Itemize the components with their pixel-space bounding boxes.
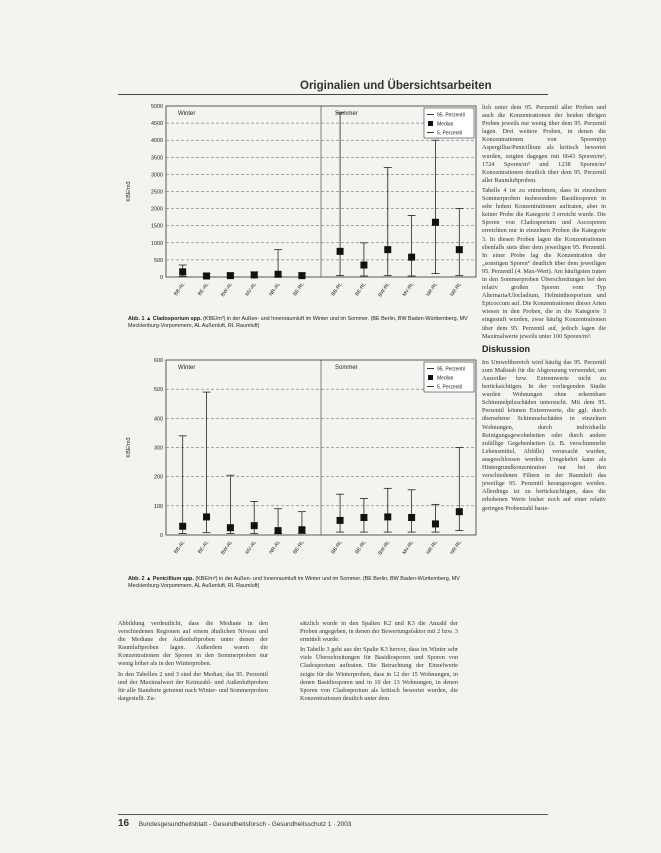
summer-label: Sommer (335, 111, 358, 117)
median-marker (203, 513, 210, 520)
median-marker (203, 272, 210, 279)
legend-label: Median (437, 121, 454, 128)
legend-label: 95. Perzentil (437, 366, 465, 373)
median-marker (408, 514, 415, 521)
y-tick-label: 0 (160, 533, 163, 539)
y-tick-label: 600 (154, 358, 163, 364)
x-tick-label: NR-AL (268, 281, 282, 298)
paragraph: sätzlich wurde in den Spalten K2 und K3 die Anzahl der Proben angegeben, in denen der Bewertungsfaktor mit 2 bzw. 3 ermittelt wurde. (300, 620, 458, 644)
median-marker (360, 514, 367, 521)
median-marker (432, 520, 439, 527)
median-marker (179, 268, 186, 275)
y-tick-label: 400 (154, 416, 163, 423)
median-marker (384, 246, 391, 253)
x-tick-label: BE-RL (354, 539, 368, 556)
x-tick-label: BE-RL (292, 539, 306, 556)
median-marker (360, 262, 367, 269)
median-marker (275, 271, 282, 278)
x-tick-label: MV-RL (401, 281, 416, 298)
y-tick-label: 4000 (151, 138, 163, 145)
median-marker (179, 523, 186, 530)
page-header: Originalien und Übersichtsarbeiten (300, 80, 492, 92)
figure-1 (118, 100, 478, 312)
median-marker (337, 248, 344, 255)
y-axis-label: KBE/m3 (126, 181, 132, 202)
x-tick-label: BE-RL (354, 281, 368, 298)
median-marker (298, 526, 305, 533)
legend-median-swatch (428, 375, 433, 380)
header-rule (118, 94, 548, 95)
figure-2-caption (128, 576, 478, 591)
summer-label: Sommer (335, 365, 358, 371)
x-tick-label: BW-AL (220, 281, 235, 299)
median-marker (251, 271, 258, 278)
median-marker (456, 508, 463, 515)
y-tick-label: 1500 (151, 223, 163, 230)
figure-2-caption-text: (KBE/m³) in der Außen- und Innenraumluft im Winter und im Sommer. (BE Berlin, BW Baden-Württemberg, MV Mecklenburg-Vorpommern, AL Außenluft, RL Raumluft) (128, 576, 460, 590)
paragraph: In Tabelle 3 geht aus der Spalte K3 hervor, dass im Winter sehr viele Überschreitungen für Basidiosporen und Sporen von Cladosporium auftraten. Die Betrachtung der Einzelwerte zeigte für die Winterproben, dass in 12 der 15 Wohnungen, in denen Basidiosporen und in 10 der 13 Wohnungen, in denen Sporen von Cladosporium als kritisch bewertet wurden, die Konzentrationen deutlich unter dem (300, 646, 458, 702)
y-tick-label: 3500 (151, 155, 163, 162)
x-tick-label: MV-AL (244, 539, 258, 556)
paragraph: lich unter dem 95. Perzentil aller Proben und auch die Konzentrationen der beiden übrigen Proben jeweils nur wenig über dem 95. Perzentil lagen. Drei weitere Proben, in denen die Konzentrationen von Sporentyp Aspergillus/Penicillium als kritisch bewertet wurden, zeigten dagegen mit 6643 Sporen/m³, 1724 Sporen/m³ und 1238 Sporen/m³ Konzentrationen deutlich über dem 95. Perzentil aller Raumluftproben. (482, 104, 606, 184)
median-marker (298, 272, 305, 279)
x-tick-label: BE-AL (196, 539, 211, 555)
penicillium-chart (118, 352, 478, 572)
x-tick-label: BE-RL (292, 281, 306, 298)
figure-2-caption-label: Abb. 2 ▲ Penicillium spp. (128, 576, 194, 582)
y-tick-label: 2000 (151, 206, 163, 213)
x-tick-label: MV-AL (244, 281, 258, 298)
x-tick-label: BB-AL (173, 539, 187, 555)
median-marker (384, 513, 391, 520)
median-marker (227, 272, 234, 279)
section-heading: Diskussion (482, 343, 531, 354)
paragraph: Im Umweltbereich wird häufig das 95. Perzentil zum Maßstab für die Abgrenzung verwendet, um Ausreißer bzw. Extremwerte nicht zu berücksichtigen. In der vorliegenden Studie wurden Wohnungen ohne erkennbare Schimmelpilzschäden untersucht. Mit dem 95. Perzentil können Extremwerte, die ggf. durch übersehene Schimmelschäden in einzelnen Wohnungen, durch individuelle Reinigungsgewohnheiten oder durch andere zufällige Gegebenheiten (z. B. verschimmelte Lebensmittel, Abfälle) verursacht wurden, ausgeschlossen werden. Umgekehrt kann als Hintergrundkonzentration nur bei den verschiedenen Filtern in der Raumluft das jeweilige 95. Perzentil herangezogen werden. Allerdings ist zu berücksichtigen, dass die erhobenen Werte bisher noch auf einer relativ geringen Probenzahl basie- (482, 358, 606, 512)
figure-2 (118, 352, 478, 572)
y-tick-label: 1000 (151, 240, 163, 247)
x-tick-label: BB-AL (173, 281, 187, 297)
y-tick-label: 500 (154, 257, 163, 264)
y-axis-label: KBE/m3 (126, 437, 132, 458)
figure-1-caption (128, 316, 478, 331)
y-tick-label: 0 (160, 275, 163, 281)
figure-1-caption-text: (KBE/m³) in der Außen- und Innenraumluft im Winter und im Sommer. (BE Berlin, BW Baden-Württemberg, MV Mecklenburg-Vorpommern, AL Außenluft, RL Raumluft) (128, 316, 468, 330)
y-tick-label: 3000 (151, 172, 163, 179)
legend-label: 5. Perzentil (437, 130, 463, 137)
x-tick-label: BW-RL (377, 281, 392, 299)
footer-rule (118, 814, 548, 815)
paragraph: Abbildung verdeutlicht, dass die Mediane in den verschiedenen Regionen auf einem ähnlichen Niveau und die Mediane der Außenluftproben unter denen der Raumluftproben lagen. Außerdem waren die Konzentrationen der Sporen in den Sommerproben nur wenig höher als in den Winterproben. (118, 620, 268, 668)
x-tick-label: MV-RL (401, 539, 416, 556)
y-tick-label: 2500 (151, 189, 163, 196)
x-tick-label: NR-RL (449, 281, 463, 298)
y-tick-label: 4500 (151, 121, 163, 128)
page-number: 16 (118, 818, 130, 829)
median-marker (275, 527, 282, 534)
right-column (482, 104, 606, 513)
x-tick-label: BB-RL (330, 281, 344, 298)
y-tick-label: 100 (154, 503, 163, 510)
median-marker (432, 219, 439, 226)
median-marker (337, 517, 344, 524)
y-tick-label: 300 (154, 445, 163, 452)
median-marker (456, 246, 463, 253)
y-tick-label: 500 (154, 387, 163, 394)
x-tick-label: NR-RL (449, 539, 463, 556)
page-footer (118, 818, 548, 829)
legend-label: Median (437, 375, 454, 382)
median-marker (408, 254, 415, 261)
paragraph: In den Tabellen 2 und 3 sind der Median, das 95. Perzentil und der Maximalwert der Keimzahl- und Außenluftproben für alle Standorte getrennt nach Winter- und Sommerproben dargestellt. Zu- (118, 670, 268, 702)
middle-column (300, 620, 458, 703)
x-tick-label: BW-RL (377, 539, 392, 557)
x-tick-label: BB-RL (330, 539, 344, 556)
legend-label: 95. Perzentil (437, 112, 465, 119)
median-marker (251, 522, 258, 529)
median-marker (227, 524, 234, 531)
x-tick-label: NR-AL (268, 539, 282, 556)
legend-label: 5. Perzentil (437, 384, 463, 391)
left-column (118, 620, 268, 703)
winter-label: Winter (178, 111, 196, 117)
figure-1-caption-label: Abb. 1 ▲ Cladosporium spp. (128, 316, 202, 322)
x-tick-label: BW-AL (220, 539, 235, 557)
y-tick-label: 5000 (151, 104, 163, 110)
x-tick-label: BE-AL (196, 281, 211, 297)
legend-median-swatch (428, 121, 433, 126)
paragraph: Tabelle 4 ist zu entnehmen, dass in einzelnen Sommerproben insbesondere Basidiosporen in sehr hohen Konzentrationen auftraten, aber in keiner Probe die Kategorie 3 erreicht wurde. Die Sporen von Cladosporium und Ascosporen erreichten nur in einzelnen Proben die Kategorie 3. In diesen Proben lagen die Konzentrationen ebenfalls stets über dem jeweiligen 95. Perzentil. In einer Probe lag die Konzentration der „sonstigen Sporen“ deutlich über dem jeweiligen 95. Perzentil (4. Max-Wert). Am häufigsten traten in den Sommerproben Überschreitungen bei den relativ großen Sporen vom Typ Alternaria/Ulocladium, Helminthosporium und Epicoccum auf. Die Konzentrationen dieser Arten wiesen in den Proben, die in die Kategorie 3 eingestuft wurden, zwar häufig Konzentrationen über dem 95. Perzentil auf, jedoch lagen die Maximalwerte jeweils unter 100 Sporen/m³. (482, 186, 606, 340)
x-tick-label: NR-RL (425, 539, 440, 556)
journal-line: Bundesgesundheitsblatt - Gesundheitsforsch - Gesundheitsschutz 1 · 2003 (138, 821, 352, 828)
cladosporium-chart (118, 100, 478, 312)
winter-label: Winter (178, 365, 196, 371)
y-tick-label: 200 (154, 474, 163, 481)
x-tick-label: NR-RL (425, 281, 440, 298)
